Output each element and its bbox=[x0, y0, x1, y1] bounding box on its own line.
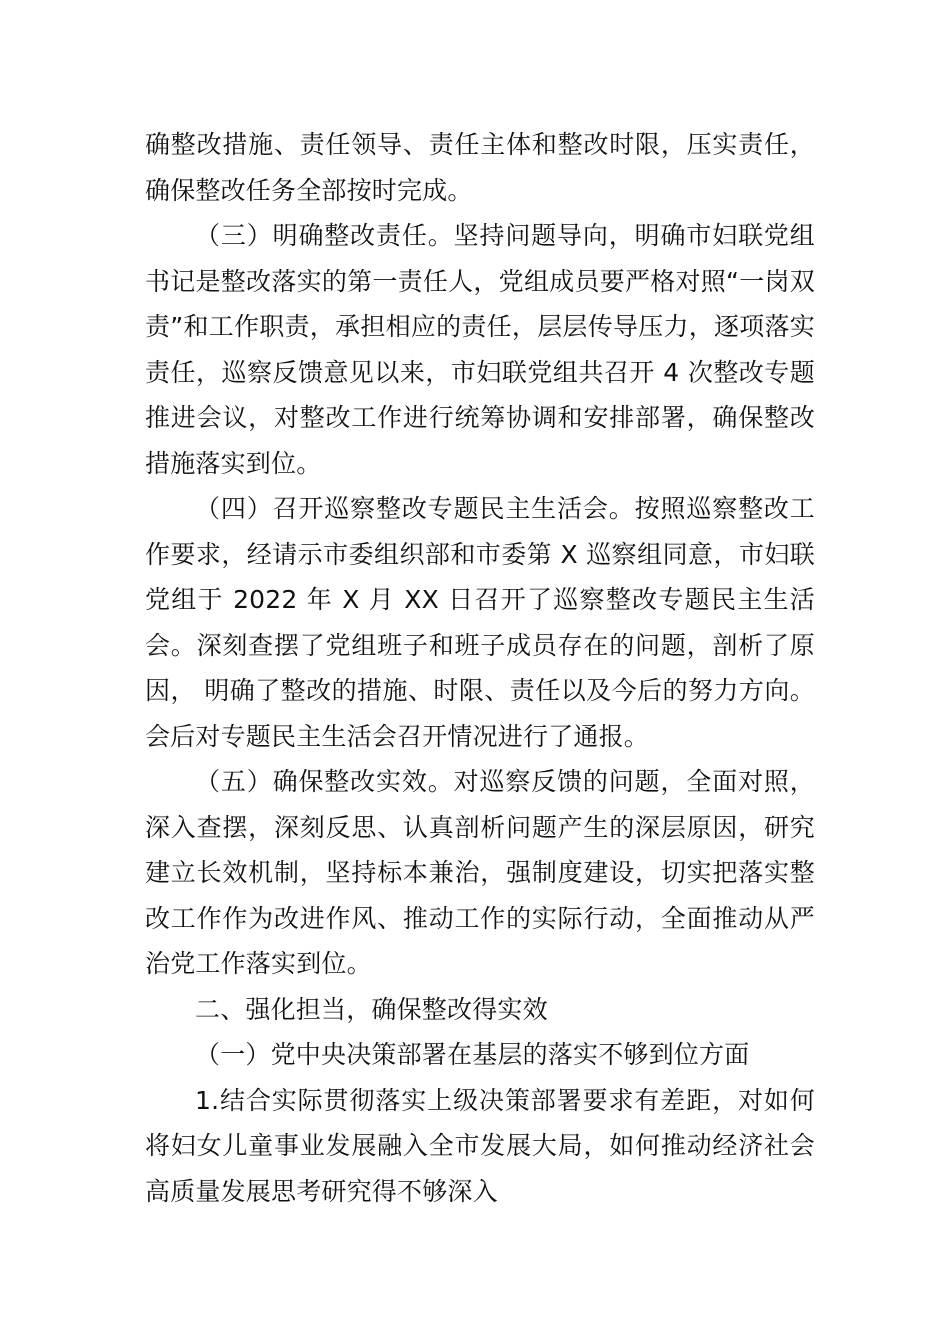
section-heading: 二、强化担当，确保整改得实效 bbox=[195, 994, 548, 1024]
paragraph-continuation: 确整改措施、责任领导、责任主体和整改时限，压实责任， 确保整改任务全部按时完成。 bbox=[145, 130, 815, 205]
document-body bbox=[145, 122, 815, 1214]
paragraph-democratic-meeting: （四）召开巡察整改专题民主生活会。按照巡察整改工作要求，经请示市委组织部和市委第 X 巡察组同意，市妇联党组于 2022 年 X 月 XX 日召开了巡察整改专题民主生活会。深刻查摆了党组班子和班子成员存在的问题，剖析了原因， 明确了整改的措施、时限、责任以及今后的努力方向。会后对专题民主生活会召开情况进行了通报。 bbox=[145, 494, 815, 751]
paragraph-effectiveness: （五）确保整改实效。对巡察反馈的问题，全面对照， 深入查摆，深刻反思、认真剖析问题产生的深层原因，研究建立长效机制，坚持标本兼治，强制度建设，切实把落实整改工作作为改进作风、推动工作的实际行动，全面推动从严治党工作落实到位。 bbox=[145, 767, 815, 978]
list-item-1: 1.结合实际贯彻落实上级决策部署要求有差距，对如何将妇女儿童事业发展融入全市发展大局，如何推动经济社会高质量发展思考研究得不够深入 bbox=[145, 1085, 815, 1206]
paragraph-responsibility: （三）明确整改责任。坚持问题导向，明确市妇联党组书记是整改落实的第一责任人，党组成员要严格对照“一岗双责”和工作职责，承担相应的责任，层层传导压力，逐项落实责任，巡察反馈意见以来，市妇联党组共召开 4 次整改专题推进会议，对整改工作进行统筹协调和安排部署，确保整改措施落实到位。 bbox=[145, 221, 815, 478]
sub-heading: （一）党中央决策部署在基层的落实不够到位方面 bbox=[195, 1040, 750, 1069]
